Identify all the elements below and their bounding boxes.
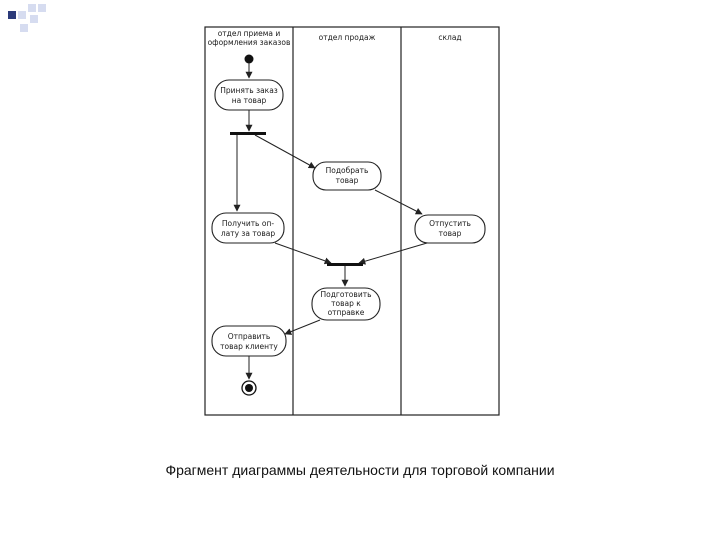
activity-send-goods <box>212 326 286 356</box>
deco-square <box>18 11 26 19</box>
activity-label-line: товар <box>438 229 462 238</box>
deco-square <box>8 11 16 19</box>
activity-label-line: Принять заказ <box>220 86 278 95</box>
activity-label-line: товар <box>335 176 359 185</box>
activity-label-line: Отпустить <box>429 219 471 228</box>
deco-square <box>38 4 46 12</box>
flow-arrow <box>255 135 315 168</box>
lane-title-line: отдел продаж <box>318 33 376 42</box>
final-state <box>245 384 253 392</box>
activity-diagram <box>195 22 515 422</box>
activity-label-line: Подготовить <box>320 290 372 299</box>
flow-arrow <box>285 320 320 334</box>
lane-title-line: оформления заказов <box>207 38 291 47</box>
activity-label-line: товар к <box>331 299 361 308</box>
deco-square <box>20 24 28 32</box>
diagram-caption: Фрагмент диаграммы деятельности для торговой компании <box>165 462 555 478</box>
initial-state <box>245 55 254 64</box>
activity-get-payment <box>212 213 284 243</box>
activity-label-line: товар клиенту <box>220 342 278 351</box>
fork-bar <box>230 132 266 135</box>
deco-square <box>28 4 36 12</box>
activity-label-line: отправке <box>327 308 365 317</box>
activity-label-line: Отправить <box>227 332 271 341</box>
lane-title-line: отдел приема и <box>217 29 281 38</box>
activity-accept-order <box>215 80 283 110</box>
corner-decoration <box>0 0 60 40</box>
activity-label-line: лату за товар <box>220 229 276 238</box>
flow-arrow <box>375 190 422 214</box>
flow-arrow <box>275 243 331 263</box>
lane-title-line: склад <box>438 33 462 42</box>
activity-label-line: Получить оп- <box>221 219 275 228</box>
join-bar <box>327 263 363 266</box>
activity-label-line: на товар <box>231 96 267 105</box>
activity-label-line: Подобрать <box>325 166 369 175</box>
flow-arrow <box>359 243 427 263</box>
deco-square <box>30 15 38 23</box>
